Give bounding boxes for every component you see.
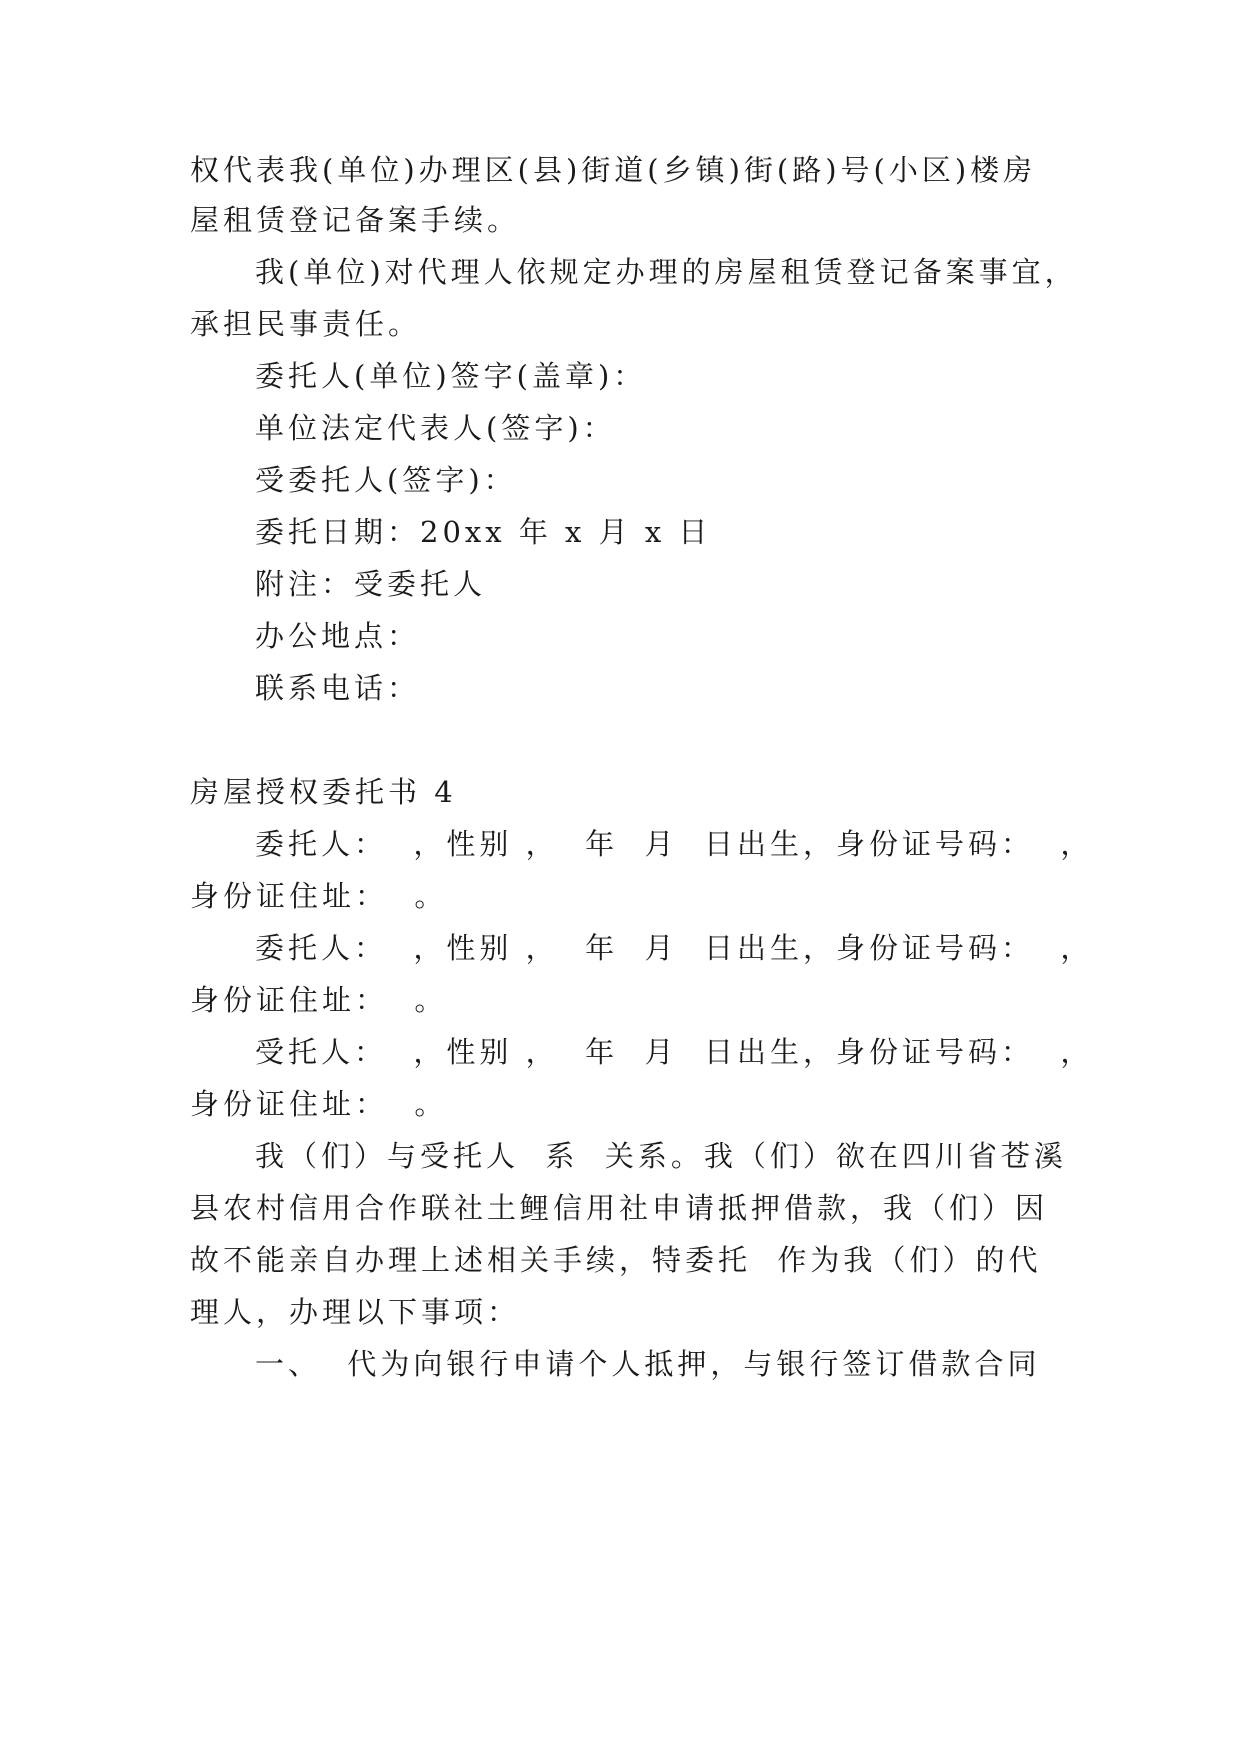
paragraph-line: 委托人： ，性别 ， 年 月 日出生，身份证号码： ， xyxy=(255,827,1094,861)
paragraph-line: 身份证住址： 。 xyxy=(190,879,448,913)
paragraph-line: 承担民事责任。 xyxy=(190,307,422,341)
signature-line: 单位法定代表人(签字)： xyxy=(255,411,616,445)
paragraph-line: 我(单位)对代理人依规定办理的房屋租赁登记备案事宜， xyxy=(255,255,1078,289)
office-line: 办公地点： xyxy=(255,619,421,653)
note-line: 附注：受委托人 xyxy=(255,567,487,601)
paragraph-line: 县农村信用合作联社土鲤信用社申请抵押借款，我（们）因 xyxy=(190,1191,1049,1225)
signature-line: 受委托人(签字)： xyxy=(255,463,517,497)
paragraph-line: 委托人： ，性别 ， 年 月 日出生，身份证号码： ， xyxy=(255,931,1094,965)
paragraph-line: 权代表我(单位)办理区(县)街道(乡镇)街(路)号(小区)楼房 xyxy=(190,153,1037,187)
paragraph-line: 理人，办理以下事项： xyxy=(190,1295,521,1329)
section-title: 房屋授权委托书 4 xyxy=(190,775,457,809)
paragraph-line: 身份证住址： 。 xyxy=(190,983,448,1017)
paragraph-line: 身份证住址： 。 xyxy=(190,1087,448,1121)
paragraph-line: 故不能亲自办理上述相关手续，特委托 作为我（们）的代 xyxy=(190,1243,1042,1277)
list-item: 一、 代为向银行申请个人抵押，与银行签订借款合同 xyxy=(255,1347,1041,1381)
signature-line: 委托人(单位)签字(盖章)： xyxy=(255,359,647,393)
paragraph-line: 屋租赁登记备案手续。 xyxy=(190,203,521,237)
paragraph-line: 受托人： ，性别 ， 年 月 日出生，身份证号码： ， xyxy=(255,1035,1094,1069)
date-line: 委托日期：20xx 年 x 月 x 日 xyxy=(255,515,712,549)
phone-line: 联系电话： xyxy=(255,671,421,705)
paragraph-line: 我（们）与受托人 系 关系。我（们）欲在四川省苍溪 xyxy=(255,1139,1067,1173)
